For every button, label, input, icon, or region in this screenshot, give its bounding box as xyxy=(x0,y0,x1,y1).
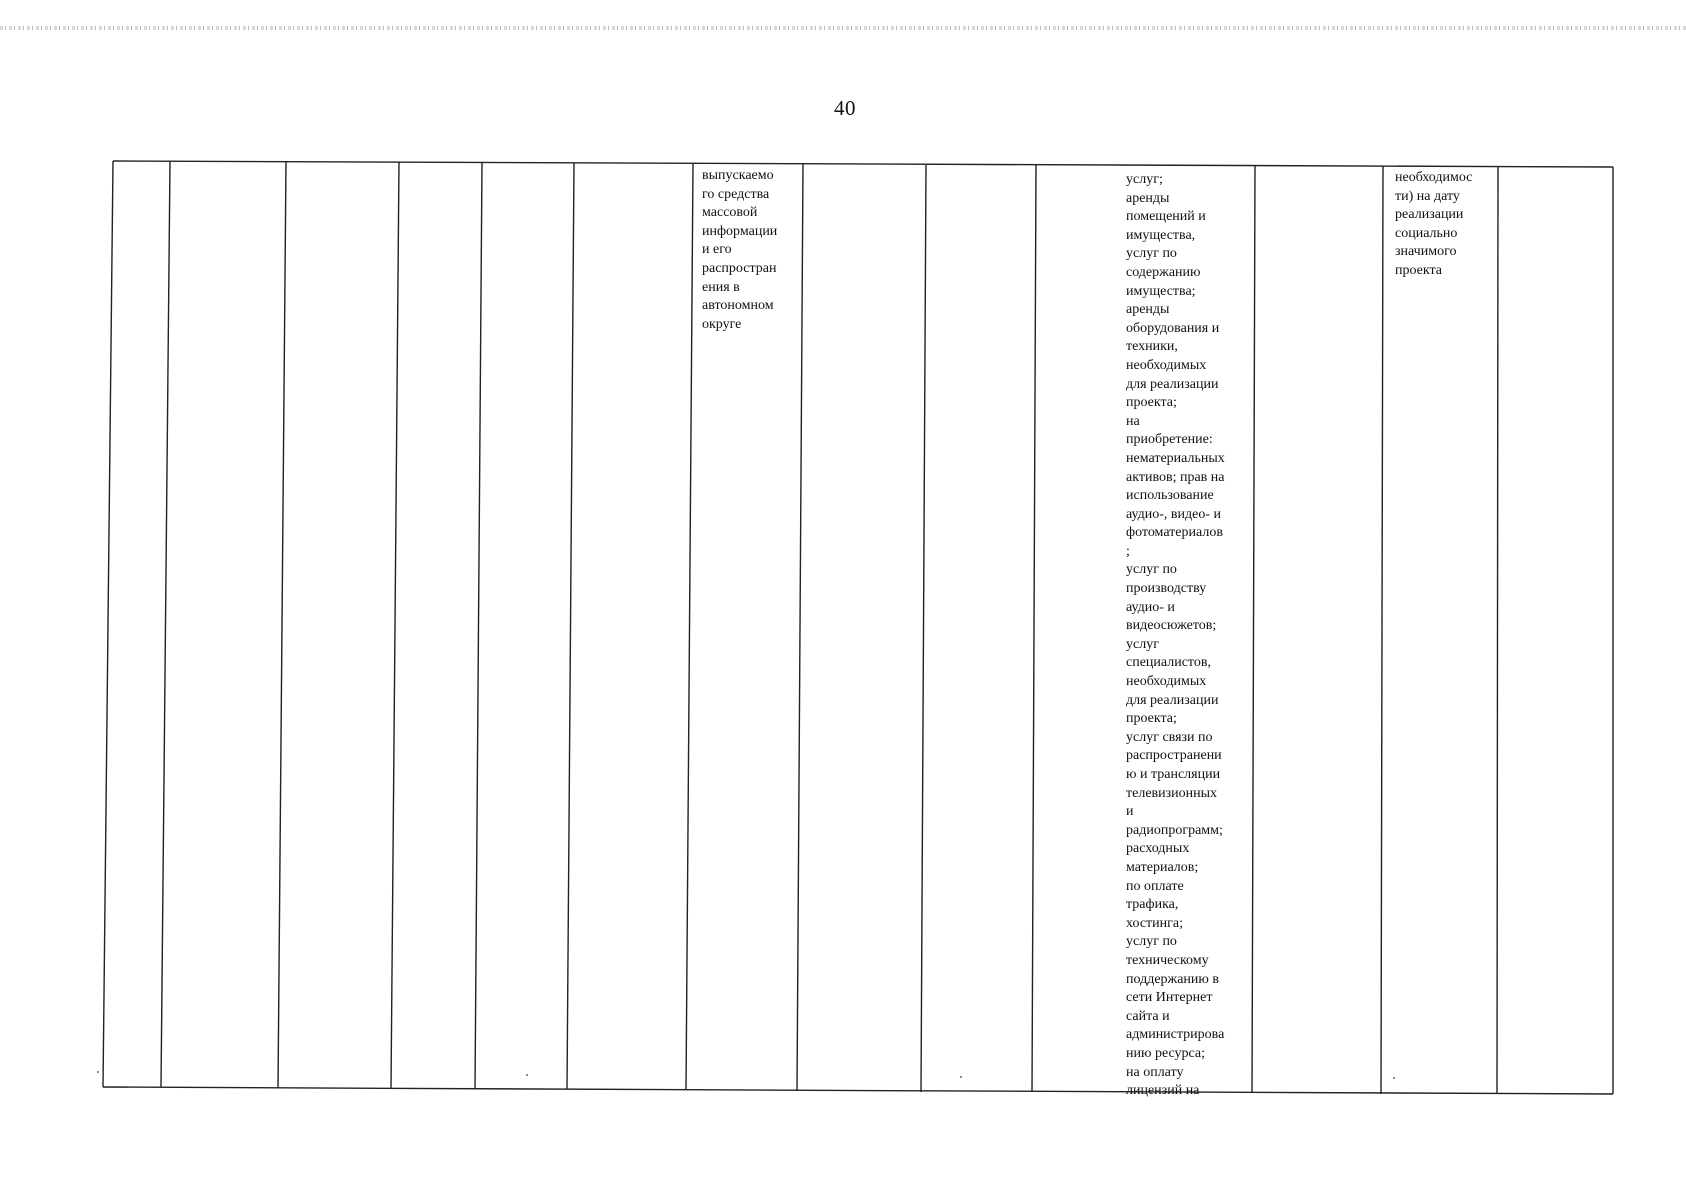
column-divider xyxy=(391,162,399,1088)
page-number: 40 xyxy=(834,96,856,120)
column-divider xyxy=(921,165,926,1092)
scan-speck xyxy=(960,1076,962,1078)
cell-col11-text: услуг; аренды помещений и имущества, услуг по содержанию имущества; аренды оборудования и техники, необходимых для реализации проекта; на приобретение: нематериальных активов; прав на использование аудио-, видео- и фотоматериалов ; услуг по производству аудио- и видеосюжетов; услуг специалистов, необходимых для реализации проекта; услуг связи по распространени ю и трансляции телевизионных и радиопрограмм; расходных материалов; по оплате трафика, хостинга; услуг по техническому поддержанию в сети Интернет сайта и администрирова нию ресурса; на оплату лицензий на xyxy=(1126,172,1225,1099)
column-divider xyxy=(161,161,170,1087)
column-divider xyxy=(567,163,574,1089)
column-divider xyxy=(1032,165,1036,1092)
scan-speck xyxy=(526,1074,528,1076)
table-top-border xyxy=(113,161,1613,167)
scan-speck xyxy=(97,1071,99,1073)
cell-col13-text: необходимос ти) на дату реализации социально значимого проекта xyxy=(1395,170,1473,278)
column-divider xyxy=(1497,167,1498,1094)
column-divider xyxy=(475,162,482,1089)
column-divider xyxy=(686,164,693,1090)
scan-speck xyxy=(1393,1077,1395,1079)
cell-col7-text: выпускаемо го средства массовой информации и его распростран ения в автономном округе xyxy=(702,168,778,332)
column-divider xyxy=(1381,166,1383,1094)
column-divider xyxy=(278,161,286,1088)
table-bottom-border xyxy=(103,1087,1613,1094)
table-left-border xyxy=(103,161,113,1087)
